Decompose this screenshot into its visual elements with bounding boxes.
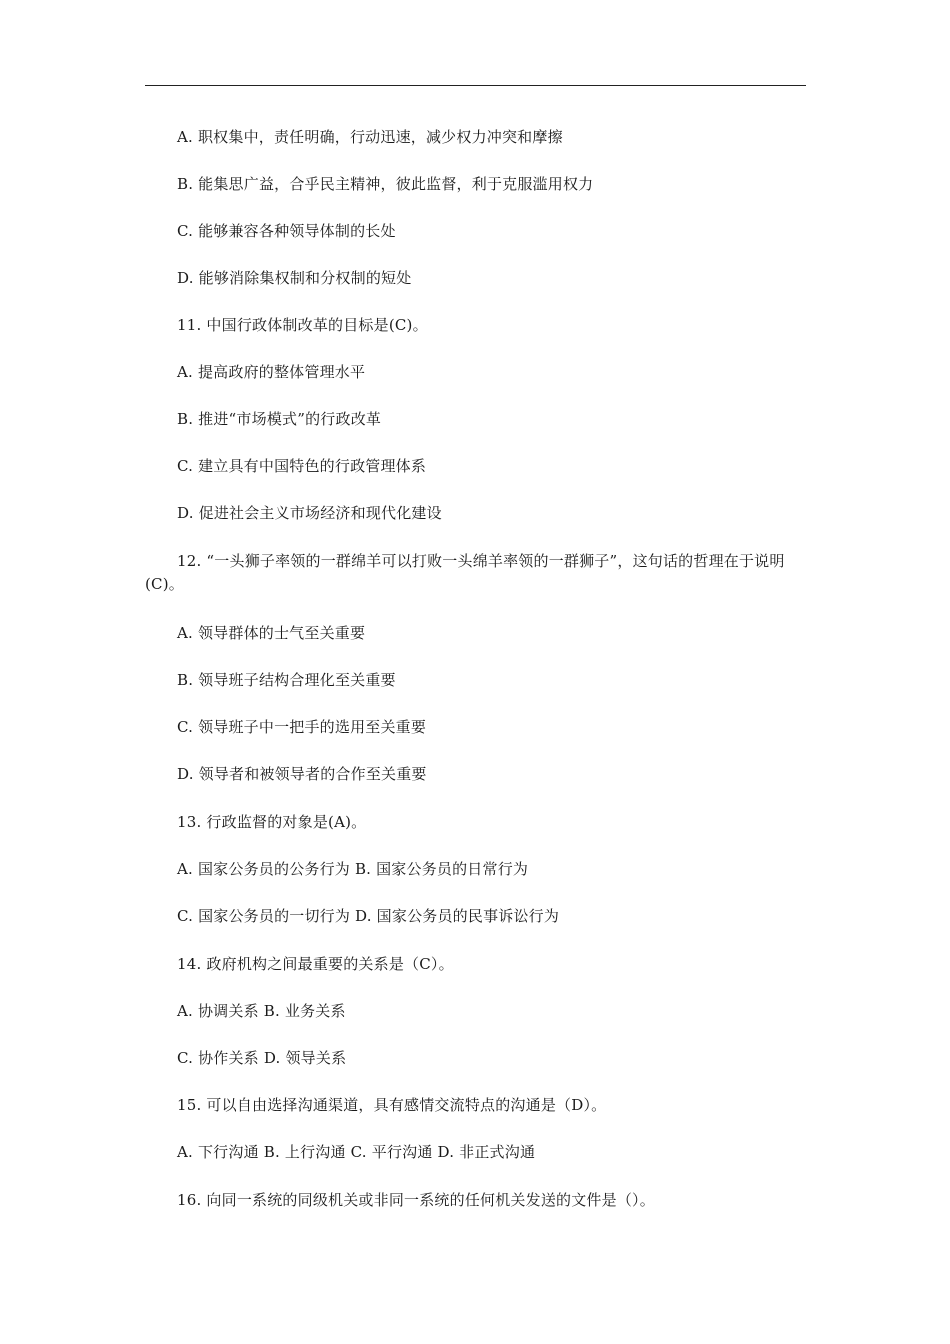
header-rule bbox=[145, 85, 806, 86]
option-11d: D. 促进社会主义市场经济和现代化建设 bbox=[177, 504, 442, 522]
question-13: 13. 行政监督的对象是(A)。 bbox=[177, 813, 367, 831]
option-11c: C. 建立具有中国特色的行政管理体系 bbox=[177, 457, 427, 475]
options-15: A. 下行沟通 B. 上行沟通 C. 平行沟通 D. 非正式沟通 bbox=[177, 1143, 536, 1161]
option-12d: D. 领导者和被领导者的合作至关重要 bbox=[177, 765, 427, 783]
question-15: 15. 可以自由选择沟通渠道，具有感情交流特点的沟通是（D）。 bbox=[177, 1096, 607, 1114]
option-11b: B. 推进“市场模式”的行政改革 bbox=[177, 410, 382, 428]
option-10a: A. 职权集中，责任明确，行动迅速，减少权力冲突和摩擦 bbox=[177, 128, 563, 146]
question-16: 16. 向同一系统的同级机关或非同一系统的任何机关发送的文件是（）。 bbox=[177, 1191, 655, 1209]
option-12a: A. 领导群体的士气至关重要 bbox=[177, 624, 366, 642]
option-11a: A. 提高政府的整体管理水平 bbox=[177, 363, 366, 381]
options-14ab: A. 协调关系 B. 业务关系 bbox=[177, 1002, 346, 1020]
options-13ab: A. 国家公务员的公务行为 B. 国家公务员的日常行为 bbox=[177, 860, 529, 878]
option-12b: B. 领导班子结构合理化至关重要 bbox=[177, 671, 396, 689]
option-10b: B. 能集思广益，合乎民主精神，彼此监督，利于克服滥用权力 bbox=[177, 175, 594, 193]
question-14: 14. 政府机构之间最重要的关系是（C）。 bbox=[177, 955, 454, 973]
question-11: 11. 中国行政体制改革的目标是(C)。 bbox=[177, 316, 428, 334]
option-12c: C. 领导班子中一把手的选用至关重要 bbox=[177, 718, 427, 736]
options-13cd: C. 国家公务员的一切行为 D. 国家公务员的民事诉讼行为 bbox=[177, 907, 560, 925]
option-10c: C. 能够兼容各种领导体制的长处 bbox=[177, 222, 396, 240]
question-12: 12. “一头狮子率领的一群绵羊可以打败一头绵羊率领的一群狮子”，这句话的哲理在于说明(C)。 bbox=[145, 552, 785, 593]
option-10d: D. 能够消除集权制和分权制的短处 bbox=[177, 269, 412, 287]
options-14cd: C. 协作关系 D. 领导关系 bbox=[177, 1049, 347, 1067]
